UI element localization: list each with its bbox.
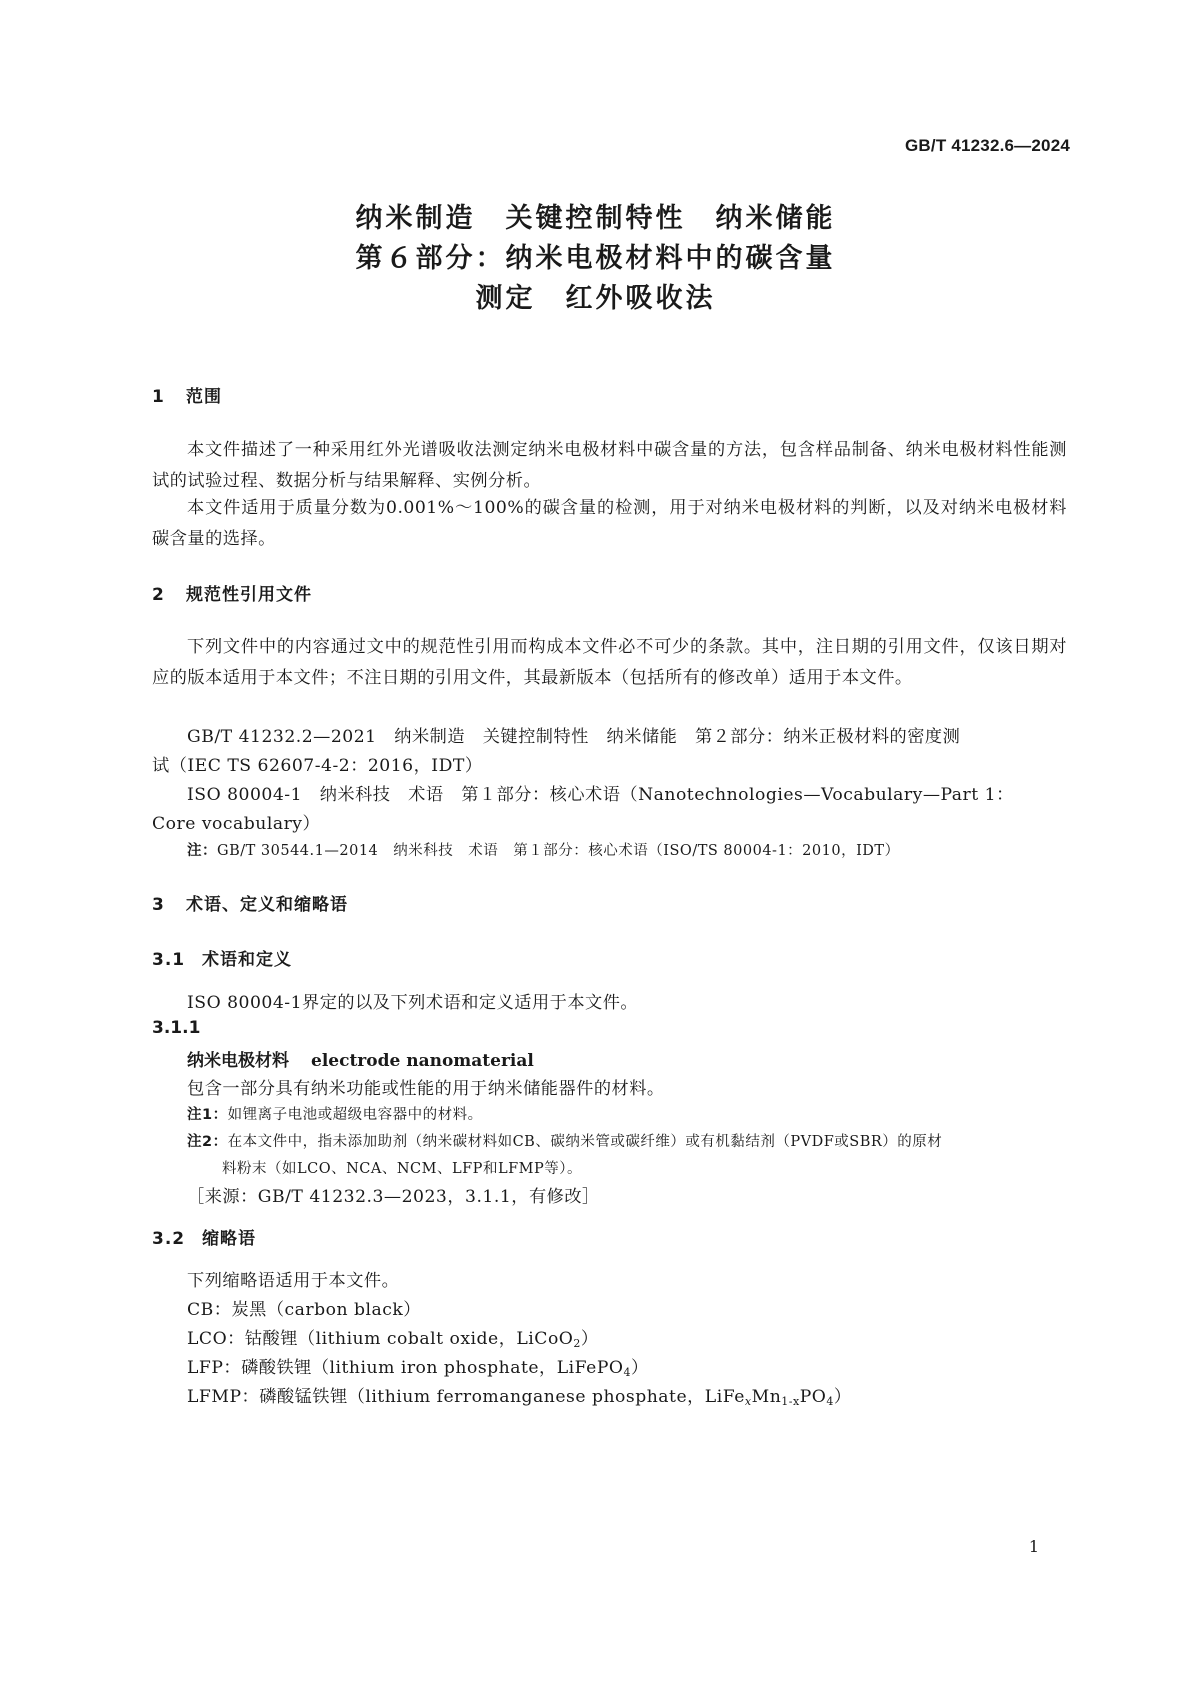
note-text: 在本文件中，指未添加助剂（纳米碳材料如CB、碳纳米管或碳纤维）或有机黏结剂（PVDF或SBR）的原材 bbox=[227, 1134, 943, 1150]
note bbox=[187, 1103, 483, 1124]
term-source: ［来源：GB/T 41232.3—2023，3.1.1，有修改］ bbox=[187, 1187, 600, 1207]
note bbox=[187, 839, 900, 860]
abbreviation-text: LFP：磷酸铁锂（lithium iron phosphate，LiFePO bbox=[187, 1358, 624, 1378]
section-title: 术语、定义和缩略语 bbox=[186, 895, 348, 915]
subsection-3-1-heading bbox=[152, 945, 292, 970]
note-text: 如锂离子电池或超级电容器中的材料。 bbox=[227, 1107, 483, 1123]
document-title-line-1: 纳米制造 关键控制特性 纳米储能 bbox=[355, 203, 836, 234]
page-number: 1 bbox=[1028, 1537, 1039, 1556]
note-label: 注： bbox=[187, 843, 217, 859]
paragraph: 本文件描述了一种采用红外光谱吸收法测定纳米电极材料中碳含量的方法，包含样品制备、纳米电极材料性能测试的试验过程、数据分析与结果解释、实例分析。 bbox=[152, 440, 1067, 491]
term-english: electrode nanomaterial bbox=[311, 1051, 534, 1071]
paragraph: 下列文件中的内容通过文中的规范性引用而构成本文件必不可少的条款。其中，注日期的引用文件，仅该日期对应的版本适用于本文件；不注日期的引用文件，其最新版本（包括所有的修改单）适用于本文件。 bbox=[152, 637, 1067, 688]
abbreviation-entry bbox=[187, 1382, 852, 1408]
reference-entry-cont: 试（IEC TS 62607-4-2：2016，IDT） bbox=[152, 756, 483, 776]
reference-entry: GB/T 41232.2—2021 纳米制造 关键控制特性 纳米储能 第２部分：纳米正极材料的密度测 bbox=[187, 727, 961, 747]
subsection-title: 缩略语 bbox=[202, 1229, 256, 1249]
paragraph: 下列缩略语适用于本文件。 bbox=[187, 1271, 400, 1291]
abbreviation-entry bbox=[187, 1353, 649, 1379]
section-number: 3 bbox=[152, 895, 165, 915]
note-label: 注2： bbox=[187, 1134, 228, 1150]
subsection-number: 3.1 bbox=[152, 950, 186, 970]
note-text: GB/T 30544.1—2014 纳米科技 术语 第１部分：核心术语（ISO/TS 80004-1：2010，IDT） bbox=[217, 843, 900, 859]
document-title-line-3: 测定 红外吸收法 bbox=[475, 283, 716, 314]
note-label: 注1： bbox=[187, 1107, 228, 1123]
subsection-3-2-heading bbox=[152, 1224, 256, 1249]
term-number: 3.1.1 bbox=[152, 1018, 201, 1038]
section-title: 规范性引用文件 bbox=[186, 585, 312, 605]
abbreviation-text: ） bbox=[580, 1329, 599, 1349]
note-continuation: 料粉末（如LCO、NCA、NCM、LFP和LFMP等）。 bbox=[222, 1161, 582, 1177]
section-2-heading bbox=[152, 580, 312, 605]
abbreviation-text: PO bbox=[799, 1387, 827, 1407]
standard-number: GB/T 41232.6—2024 bbox=[905, 136, 1070, 155]
section-1-heading bbox=[152, 382, 222, 407]
abbreviation-text: LCO：钴酸锂（lithium cobalt oxide，LiCoO bbox=[187, 1329, 574, 1349]
section-number: 1 bbox=[152, 387, 165, 407]
document-title-line-2: 第６部分：纳米电极材料中的碳含量 bbox=[355, 243, 836, 274]
subscript: 4 bbox=[623, 1366, 631, 1379]
term-entry bbox=[187, 1046, 534, 1071]
reference-entry: ISO 80004-1 纳米科技 术语 第１部分：核心术语（Nanotechnologies—Vocabulary—Part 1： bbox=[187, 785, 1014, 805]
subscript: x bbox=[744, 1395, 752, 1408]
subsection-number: 3.2 bbox=[152, 1229, 186, 1249]
note bbox=[187, 1130, 942, 1151]
section-3-heading bbox=[152, 890, 348, 915]
term-chinese: 纳米电极材料 bbox=[187, 1051, 289, 1071]
abbreviation-text: ） bbox=[630, 1358, 649, 1378]
paragraph: ISO 80004-1界定的以及下列术语和定义适用于本文件。 bbox=[187, 993, 639, 1013]
subscript: 1-x bbox=[781, 1395, 800, 1408]
abbreviation-text: LFMP：磷酸锰铁锂（lithium ferromanganese phosphate，LiFe bbox=[187, 1387, 745, 1407]
reference-entry-cont: Core vocabulary） bbox=[152, 814, 321, 834]
paragraph: 本文件适用于质量分数为0.001%～100%的碳含量的检测，用于对纳米电极材料的判断，以及对纳米电极材料碳含量的选择。 bbox=[152, 498, 1067, 549]
abbreviation-text: ） bbox=[833, 1387, 852, 1407]
term-definition: 包含一部分具有纳米功能或性能的用于纳米储能器件的材料。 bbox=[187, 1079, 665, 1099]
section-number: 2 bbox=[152, 585, 165, 605]
section-title: 范围 bbox=[186, 387, 222, 407]
abbreviation-text: Mn bbox=[751, 1387, 782, 1407]
subsection-title: 术语和定义 bbox=[202, 950, 292, 970]
abbreviation-entry: CB：炭黑（carbon black） bbox=[187, 1300, 421, 1320]
abbreviation-entry bbox=[187, 1324, 599, 1350]
subscript: 2 bbox=[573, 1337, 581, 1350]
subscript: 4 bbox=[826, 1395, 834, 1408]
